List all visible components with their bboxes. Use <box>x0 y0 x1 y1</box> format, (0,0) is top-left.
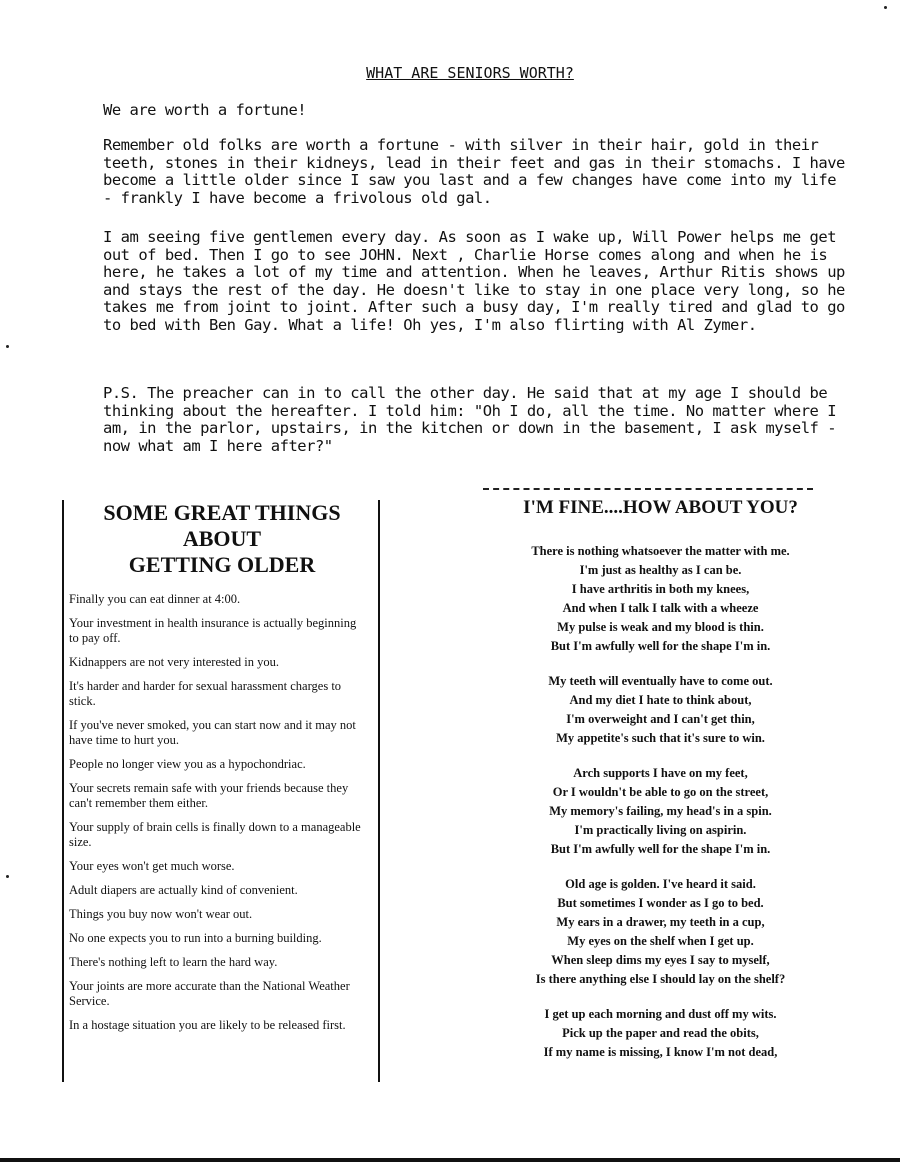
great-thing-item: People no longer view you as a hypochondriac. <box>69 757 306 771</box>
great-thing-item: Adult diapers are actually kind of convenient. <box>69 883 298 897</box>
great-thing-item: There's nothing left to learn the hard way. <box>69 955 278 969</box>
poem-line: I'm just as healthy as I can be. <box>579 563 742 577</box>
poem-line: But sometimes I wonder as I go to bed. <box>557 896 764 910</box>
great-thing-item: In a hostage situation you are likely to be released first. <box>69 1018 346 1032</box>
great-thing-item: Finally you can eat dinner at 4:00. <box>69 592 241 606</box>
great-thing-item: Your eyes won't get much worse. <box>69 859 235 873</box>
heading-line: ABOUT <box>182 526 262 551</box>
poem-line: My pulse is weak and my blood is thin. <box>557 620 764 634</box>
poem-line: My appetite's such that it's sure to win. <box>556 731 765 745</box>
poem-line: Old age is golden. I've heard it said. <box>565 877 756 891</box>
poem-title: I'M FINE....HOW ABOUT YOU? <box>523 497 798 518</box>
poem-line: When sleep dims my eyes I say to myself, <box>551 953 770 967</box>
poem-line: My ears in a drawer, my teeth in a cup, <box>556 915 765 929</box>
intro-paragraph: We are worth a fortune! <box>103 101 307 119</box>
great-thing-item: Things you buy now won't wear out. <box>69 907 253 921</box>
section-divider <box>483 488 813 490</box>
great-things-list <box>69 592 361 1042</box>
great-thing-item: Your investment in health insurance is actually beginning to pay off. <box>69 616 357 645</box>
postscript-paragraph: P.S. The preacher can in to call the other day. He said that at my age I should be thinking about the hereafter. I told him: "Oh I do, all the time. No matter where I am, in the parlor, upstairs, in the kitchen or down in the basement, I ask myself - now what am I here after?" <box>103 384 837 455</box>
great-thing-item: It's harder and harder for sexual harassment charges to stick. <box>69 679 342 708</box>
great-thing-item: If you've never smoked, you can start now and it may not have time to hurt you. <box>69 718 356 747</box>
poem-line: My memory's failing, my head's in a spin. <box>549 804 772 818</box>
heading-line: SOME GREAT THINGS <box>103 500 341 525</box>
poem-stanza <box>483 672 838 748</box>
poem-line: My eyes on the shelf when I get up. <box>567 934 754 948</box>
scan-speck <box>6 875 9 878</box>
scan-speck <box>6 345 9 348</box>
great-thing-item: Your joints are more accurate than the National Weather Service. <box>69 979 350 1008</box>
gentlemen-paragraph: I am seeing five gentlemen every day. As soon as I wake up, Will Power helps me get out of bed. Then I go to see JOHN. Next , Charlie Horse comes along and when he is here, he takes a lot of my time and attention. When he leaves, Arthur Ritis shows up and stays the rest of the day. He doesn't like to stay in one place very long, so he takes me from joint to joint. After such a busy day, I'm really tired and glad to go to bed with Ben Gay. What a life! Oh yes, I'm also flirting with Al Zymer. <box>103 228 845 334</box>
poem-stanza <box>483 764 838 859</box>
poem-line: I'm overweight and I can't get thin, <box>566 712 755 726</box>
poem-line: And when I talk I talk with a wheeze <box>562 601 759 615</box>
poem-line: And my diet I hate to think about, <box>569 693 752 707</box>
poem-body <box>483 542 838 1078</box>
poem-line: I get up each morning and dust off my wits. <box>544 1007 777 1021</box>
great-thing-item: Your supply of brain cells is finally down to a manageable size. <box>69 820 361 849</box>
poem-line: Is there anything else I should lay on the shelf? <box>535 972 786 986</box>
poem-line: My teeth will eventually have to come out. <box>548 674 773 688</box>
scan-speck <box>884 6 887 9</box>
poem-stanza <box>483 875 838 989</box>
great-thing-item: Your secrets remain safe with your friends because they can't remember them either. <box>69 781 349 810</box>
fortune-paragraph: Remember old folks are worth a fortune - with silver in their hair, gold in their teeth, stones in their kidneys, lead in their feet and gas in their stomachs. I have become a little older since I saw you last and a few changes have come into my life - frankly I have become a frivolous old gal. <box>103 136 845 207</box>
page-title: WHAT ARE SENIORS WORTH? <box>366 64 574 82</box>
page-bottom-border <box>0 1158 900 1162</box>
great-things-heading <box>72 500 372 578</box>
poem-line: Pick up the paper and read the obits, <box>562 1026 759 1040</box>
great-thing-item: No one expects you to run into a burning building. <box>69 931 322 945</box>
poem-stanza <box>483 1005 838 1062</box>
poem-line: Arch supports I have on my feet, <box>573 766 748 780</box>
poem-stanza <box>483 542 838 656</box>
poem-line: I'm practically living on aspirin. <box>574 823 747 837</box>
poem-line: There is nothing whatsoever the matter with me. <box>531 544 790 558</box>
poem-line: I have arthritis in both my knees, <box>571 582 750 596</box>
poem-line: Or I wouldn't be able to go on the street, <box>552 785 769 799</box>
heading-line: GETTING OLDER <box>128 552 316 577</box>
great-thing-item: Kidnappers are not very interested in you. <box>69 655 280 669</box>
poem-line: But I'm awfully well for the shape I'm in. <box>550 842 771 856</box>
poem-line: If my name is missing, I know I'm not dead, <box>543 1045 778 1059</box>
poem-line: But I'm awfully well for the shape I'm in. <box>550 639 771 653</box>
